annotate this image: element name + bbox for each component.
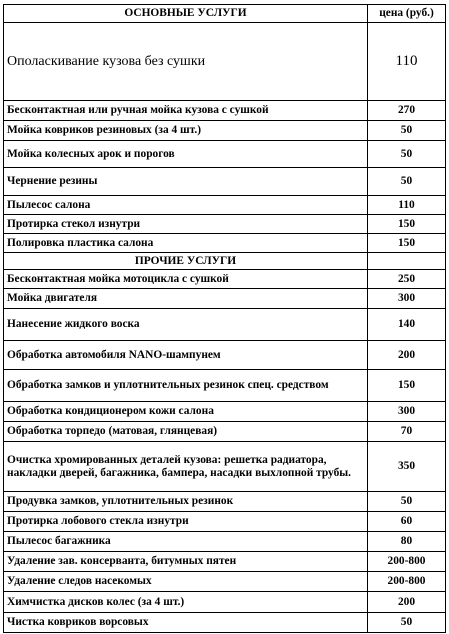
service-name: Пылесос салона	[4, 196, 368, 215]
service-price: 110	[368, 23, 446, 101]
service-price: 140	[368, 309, 446, 341]
service-price: 110	[368, 196, 446, 215]
service-price: 250	[368, 270, 446, 289]
table-row	[4, 370, 446, 402]
service-name: Нанесение жидкого воска	[4, 309, 368, 341]
service-name: Обработка замков и уплотнительных резинок спец. средством	[4, 370, 368, 402]
service-name: Протирка стекол изнутри	[4, 215, 368, 234]
service-price: 70	[368, 422, 446, 442]
service-price: 50	[368, 613, 446, 633]
table-row	[4, 309, 446, 341]
price-table	[3, 4, 446, 633]
service-name: Обработка кондиционером кожи салона	[4, 402, 368, 422]
service-name: Очистка хромированных деталей кузова: решетка радиатора, накладки дверей, багажника, бампера, насадки выхлопной трубы.	[4, 442, 368, 492]
service-name: Чистка ковриков ворсовых	[4, 613, 368, 633]
service-price: 270	[368, 101, 446, 121]
service-price: 150	[368, 215, 446, 234]
service-name: Бесконтактная мойка мотоцикла с сушкой	[4, 270, 368, 289]
service-price: 50	[368, 168, 446, 196]
service-name: Удаление зав. консерванта, битумных пятен	[4, 552, 368, 572]
other-services-title: ПРОЧИЕ УСЛУГИ	[4, 253, 368, 270]
table-row	[4, 234, 446, 253]
other-services-header-row	[4, 253, 446, 270]
table-row	[4, 23, 446, 101]
empty-cell	[368, 253, 446, 270]
service-price: 350	[368, 442, 446, 492]
table-row	[4, 613, 446, 633]
service-price: 60	[368, 512, 446, 532]
table-row	[4, 141, 446, 168]
service-name: Бесконтактная или ручная мойка кузова с сушкой	[4, 101, 368, 121]
table-row	[4, 101, 446, 121]
table-row	[4, 402, 446, 422]
service-price: 200-800	[368, 552, 446, 572]
service-name: Протирка лобового стекла изнутри	[4, 512, 368, 532]
service-name: Полировка пластика салона	[4, 234, 368, 253]
service-name: Удаление следов насекомых	[4, 572, 368, 592]
table-row	[4, 442, 446, 492]
service-name: Продувка замков, уплотнительных резинок	[4, 492, 368, 512]
service-price: 200-800	[368, 572, 446, 592]
table-row	[4, 592, 446, 613]
service-name: Ополаскивание кузова без сушки	[4, 23, 368, 101]
service-price: 150	[368, 234, 446, 253]
main-services-title: ОСНОВНЫЕ УСЛУГИ	[4, 5, 368, 23]
service-name: Химчистка дисков колес (за 4 шт.)	[4, 592, 368, 613]
service-name: Чернение резины	[4, 168, 368, 196]
service-price: 50	[368, 141, 446, 168]
service-name: Мойка двигателя	[4, 289, 368, 309]
service-price: 50	[368, 121, 446, 141]
service-name: Обработка торпедо (матовая, глянцевая)	[4, 422, 368, 442]
service-price: 300	[368, 402, 446, 422]
service-price: 80	[368, 532, 446, 552]
service-price: 200	[368, 592, 446, 613]
service-price: 200	[368, 341, 446, 370]
service-name: Мойка колесных арок и порогов	[4, 141, 368, 168]
service-price: 300	[368, 289, 446, 309]
table-row	[4, 492, 446, 512]
main-services-header-row	[4, 5, 446, 23]
table-row	[4, 270, 446, 289]
service-name: Обработка автомобиля NANO-шампунем	[4, 341, 368, 370]
table-row	[4, 196, 446, 215]
service-price: 50	[368, 492, 446, 512]
table-row	[4, 512, 446, 532]
table-row	[4, 121, 446, 141]
price-column-header: цена (руб.)	[368, 5, 446, 23]
table-row	[4, 532, 446, 552]
service-name: Пылесос багажника	[4, 532, 368, 552]
table-row	[4, 168, 446, 196]
table-row	[4, 341, 446, 370]
service-price: 150	[368, 370, 446, 402]
service-name: Мойка ковриков резиновых (за 4 шт.)	[4, 121, 368, 141]
table-row	[4, 572, 446, 592]
table-row	[4, 215, 446, 234]
table-row	[4, 422, 446, 442]
table-row	[4, 289, 446, 309]
table-row	[4, 552, 446, 572]
